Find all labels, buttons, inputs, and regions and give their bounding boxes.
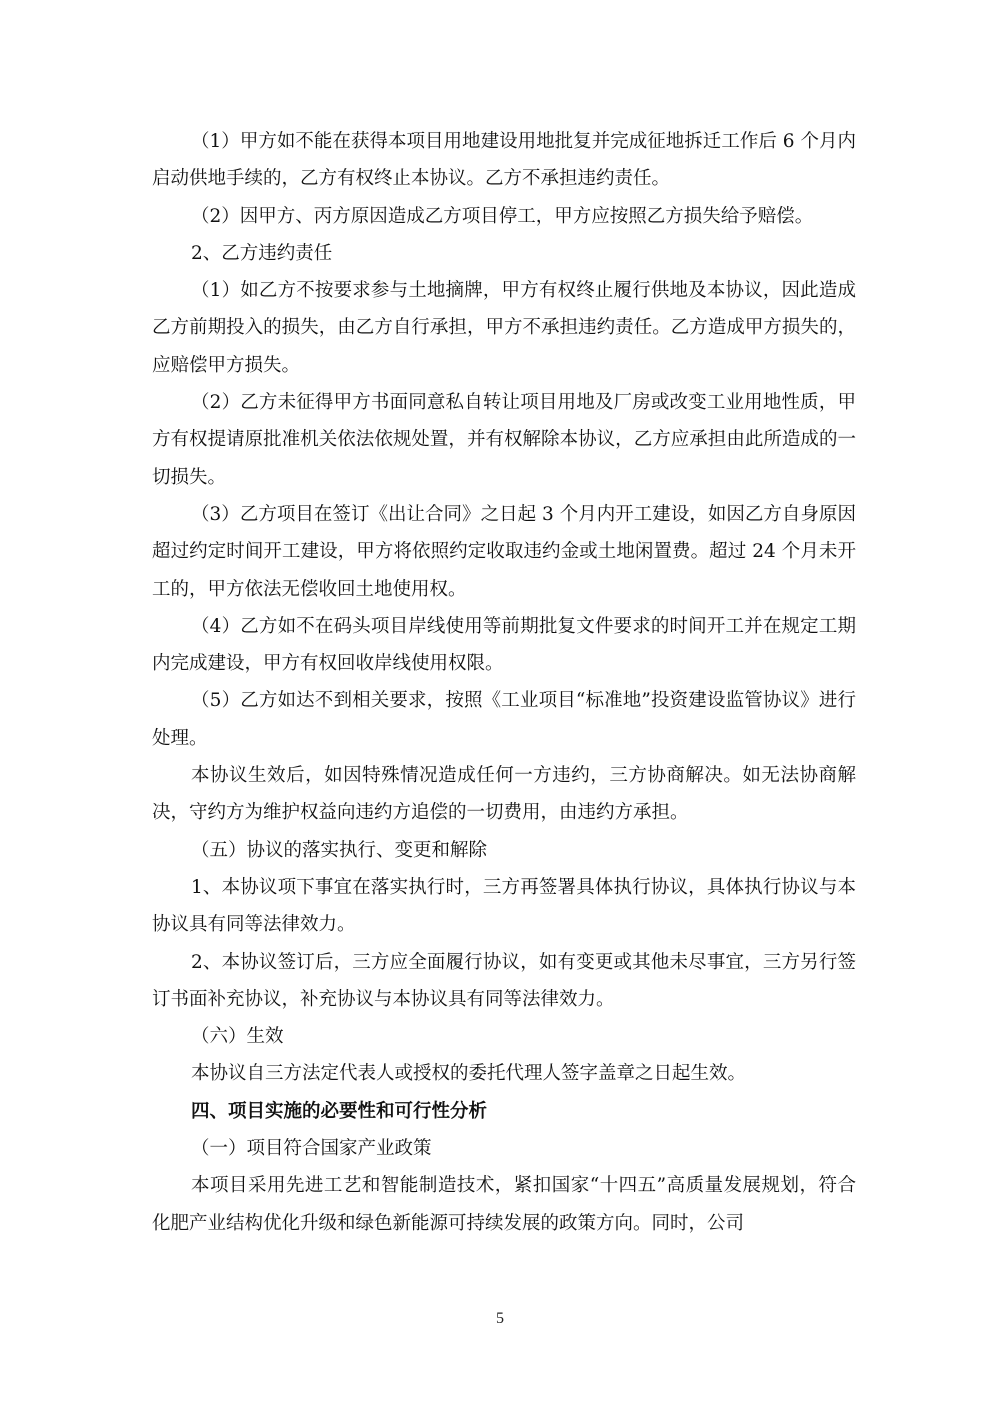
- paragraph: 2、本协议签订后，三方应全面履行协议，如有变更或其他未尽事宜，三方另行签订书面补充协议，补充协议与本协议具有同等法律效力。: [152, 951, 856, 1010]
- paragraph: （3）乙方项目在签订《出让合同》之日起 3 个月内开工建设，如因乙方自身原因超过约定时间开工建设，甲方将依照约定收取违约金或土地闲置费。超过 24 个月未开工的，甲方依法无偿收回土地使用权。: [152, 503, 856, 600]
- paragraph: 本项目采用先进工艺和智能制造技术，紧扣国家“十四五”高质量发展规划，符合化肥产业结构优化升级和绿色新能源可持续发展的政策方向。同时，公司: [152, 1175, 856, 1234]
- paragraph: （2）乙方未征得甲方书面同意私自转让项目用地及厂房或改变工业用地性质，甲方有权提请原批准机关依法依规处置，并有权解除本协议，乙方应承担由此所造成的一切损失。: [152, 392, 856, 488]
- paragraph: 本协议自三方法定代表人或授权的委托代理人签字盖章之日起生效。: [191, 1063, 747, 1085]
- page-number: 5: [496, 1310, 504, 1327]
- paragraph: （2）因甲方、丙方原因造成乙方项目停工，甲方应按照乙方损失给予赔偿。: [191, 205, 814, 227]
- paragraph: （一）项目符合国家产业政策: [191, 1138, 432, 1160]
- paragraph: （1）如乙方不按要求参与土地摘牌，甲方有权终止履行供地及本协议，因此造成乙方前期投入的损失，由乙方自行承担，甲方不承担违约责任。乙方造成甲方损失的，应赔偿甲方损失。: [152, 280, 856, 376]
- paragraph: （4）乙方如不在码头项目岸线使用等前期批复文件要求的时间开工并在规定工期内完成建设，甲方有权回收岸线使用权限。: [152, 615, 856, 675]
- paragraph: （1）甲方如不能在获得本项目用地建设用地批复并完成征地拆迁工作后 6 个月内启动供地手续的，乙方有权终止本协议。乙方不承担违约责任。: [152, 131, 856, 190]
- paragraph: 本协议生效后，如因特殊情况造成任何一方违约，三方协商解决。如无法协商解决，守约方为维护权益向违约方追偿的一切费用，由违约方承担。: [152, 765, 856, 824]
- document-body: [152, 123, 856, 1242]
- section-heading: 四、项目实施的必要性和可行性分析: [191, 1100, 488, 1122]
- paragraph: （5）乙方如达不到相关要求，按照《工业项目“标准地”投资建设监管协议》进行处理。: [152, 690, 856, 749]
- paragraph: 1、本协议项下事宜在落实执行时，三方再签署具体执行协议，具体执行协议与本协议具有同等法律效力。: [152, 876, 856, 936]
- paragraph: （六）生效: [191, 1026, 284, 1048]
- paragraph: 2、乙方违约责任: [191, 242, 333, 264]
- paragraph: （五）协议的落实执行、变更和解除: [191, 839, 488, 861]
